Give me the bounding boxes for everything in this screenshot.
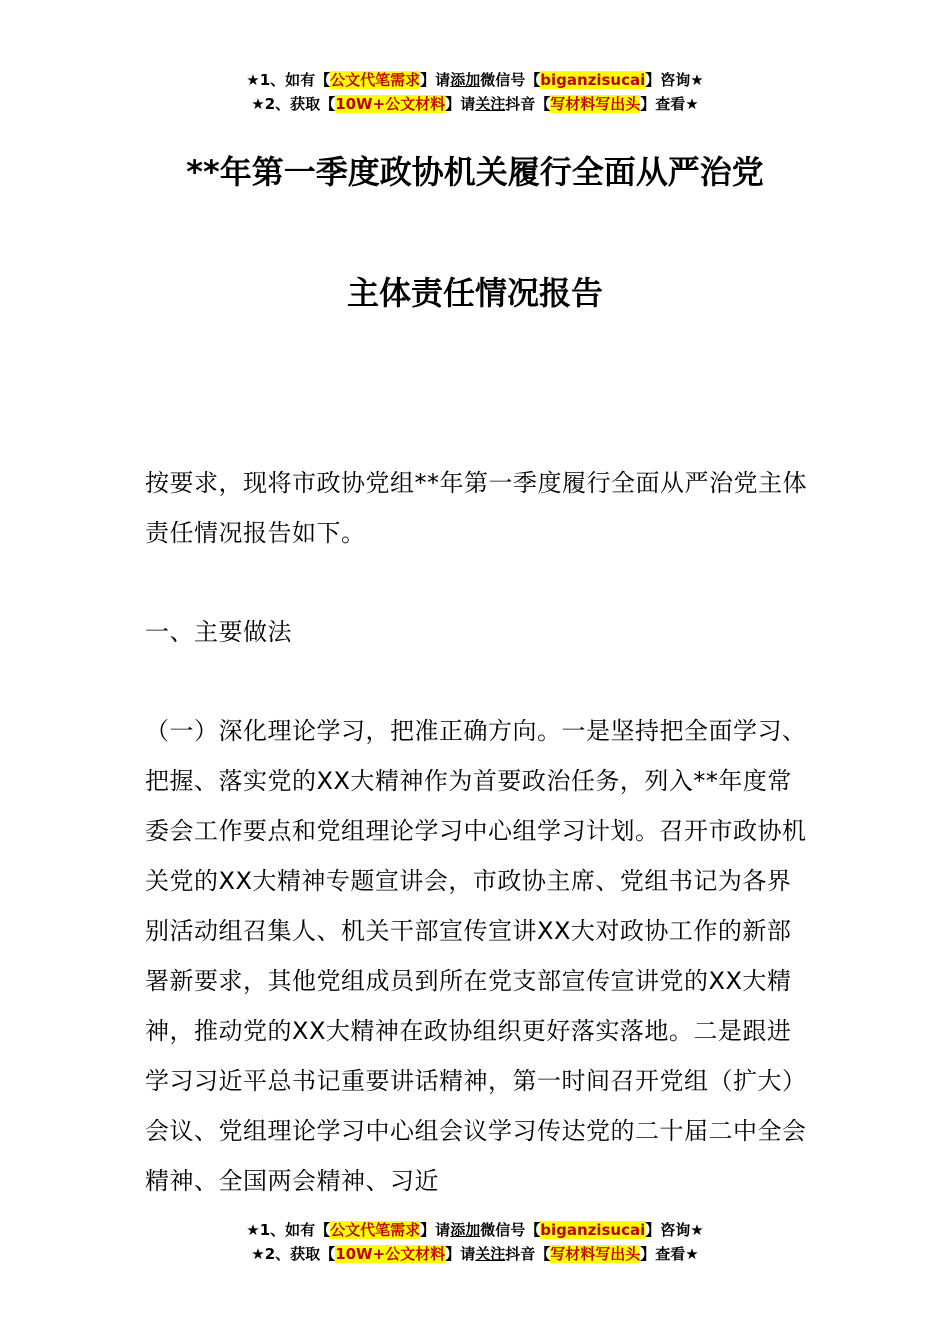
- promo-banner-top: [0, 68, 950, 116]
- document-title-line-1: **年第一季度政协机关履行全面从严治党: [186, 153, 764, 191]
- promo-line-2: ★2、获取【10W+公文材料】请关注抖音【写材料写出头】查看★: [251, 95, 699, 113]
- service-highlight: 公文代笔需求: [330, 1221, 421, 1239]
- promo-banner-bottom: [0, 1218, 950, 1266]
- wechat-id-highlight: biganzisucai: [540, 1221, 646, 1239]
- section-heading: 一、主要做法: [145, 618, 292, 646]
- promo-line-1: ★1、如有【公文代笔需求】请添加微信号【biganzisucai】咨询★: [246, 1221, 704, 1239]
- body-paragraph: （一）深化理论学习，把准正确方向。一是坚持把全面学习、把握、落实党的XX大精神作为首要政治任务，列入**年度常委会工作要点和党组理论学习中心组学习计划。召开市政协机关党的XX大精神专题宣讲会，市政协主席、党组书记为各界别活动组召集人、机关干部宣传宣讲XX大对政协工作的新部署新要求，其他党组成员到所在党支部宣传宣讲党的XX大精神，推动党的XX大精神在政协组织更好落实落地。二是跟进学习习近平总书记重要讲话精神，第一时间召开党组（扩大）会议、党组理论学习中心组会议学习传达党的二十届二中全会精神、全国两会精神、习近: [145, 717, 807, 1195]
- material-highlight: 10W+公文材料: [335, 95, 446, 113]
- service-highlight: 公文代笔需求: [330, 71, 421, 89]
- douyin-id-highlight: 写材料写出头: [550, 95, 641, 113]
- douyin-id-highlight: 写材料写出头: [550, 1245, 641, 1263]
- document-title-line-2: 主体责任情况报告: [346, 274, 603, 312]
- wechat-id-highlight: biganzisucai: [540, 71, 646, 89]
- intro-paragraph: 按要求，现将市政协党组**年第一季度履行全面从严治党主体责任情况报告如下。: [145, 469, 807, 547]
- material-highlight: 10W+公文材料: [335, 1245, 446, 1263]
- promo-line-2: ★2、获取【10W+公文材料】请关注抖音【写材料写出头】查看★: [251, 1245, 699, 1263]
- promo-line-1: ★1、如有【公文代笔需求】请添加微信号【biganzisucai】咨询★: [246, 71, 704, 89]
